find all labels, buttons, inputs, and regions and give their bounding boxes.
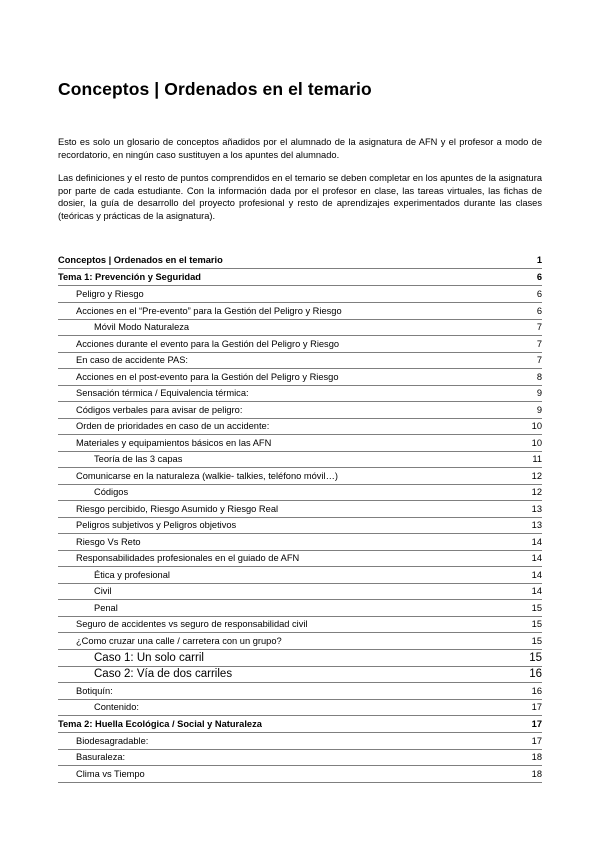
toc-entry[interactable]: Comunicarse en la naturaleza (walkie- talkies, teléfono móvil…) 12	[58, 468, 542, 485]
toc-entry[interactable]: Tema 2: Huella Ecológica / Social y Naturaleza 17	[58, 716, 542, 733]
toc-entry[interactable]: Peligro y Riesgo 6	[58, 286, 542, 303]
intro-paragraph: Esto es solo un glosario de conceptos añadidos por el alumnado de la asignatura de AFN y el profesor a modo de recordatorio, en ningún caso sustituyen a los apuntes del alumnado.	[58, 137, 542, 160]
toc-entry[interactable]: Basuraleza: 18	[58, 749, 542, 766]
toc-entry[interactable]: Biodesagradable: 17	[58, 733, 542, 750]
toc-entry[interactable]: Orden de prioridades en caso de un accidente: 10	[58, 418, 542, 435]
toc-entry[interactable]: En caso de accidente PAS: 7	[58, 352, 542, 369]
toc-entry[interactable]: Caso 2: Vía de dos carriles 16	[58, 666, 542, 683]
toc-entry[interactable]: Riesgo Vs Reto 14	[58, 534, 542, 551]
page-title: Conceptos | Ordenados en el temario	[58, 79, 372, 99]
toc-entry[interactable]: Riesgo percibido, Riesgo Asumido y Riesgo Real 13	[58, 501, 542, 518]
toc-entry[interactable]: Códigos verbales para avisar de peligro: 9	[58, 402, 542, 419]
toc-entry[interactable]: Clima vs Tiempo 18	[58, 766, 542, 783]
toc-entry[interactable]: Peligros subjetivos y Peligros objetivos 13	[58, 517, 542, 534]
toc-entry[interactable]: Caso 1: Un solo carril 15	[58, 650, 542, 667]
toc-entry[interactable]: Sensación térmica / Equivalencia térmica: 9	[58, 385, 542, 402]
toc-entry[interactable]: Botiquín: 16	[58, 683, 542, 700]
toc-entry[interactable]: Penal 15	[58, 600, 542, 617]
toc-entry[interactable]: Contenido: 17	[58, 699, 542, 716]
toc-entry[interactable]: Teoría de las 3 capas 11	[58, 451, 542, 468]
toc-entry[interactable]: Seguro de accidentes vs seguro de responsabilidad civil 15	[58, 616, 542, 633]
toc-entry[interactable]: Ética y profesional 14	[58, 567, 542, 584]
toc-entry[interactable]: Acciones en el “Pre-evento” para la Gestión del Peligro y Riesgo 6	[58, 303, 542, 320]
toc-entry[interactable]: Acciones en el post-evento para la Gestión del Peligro y Riesgo 8	[58, 369, 542, 386]
toc-entry[interactable]: Códigos 12	[58, 484, 542, 501]
toc-entry[interactable]: ¿Como cruzar una calle / carretera con un grupo? 15	[58, 633, 542, 650]
toc-entry[interactable]: Conceptos | Ordenados en el temario 1	[58, 252, 542, 269]
instructions-paragraph: Las definiciones y el resto de puntos comprendidos en el temario se deben completar en los apuntes de la asignatura por parte de cada estudiante. Con la información dada por el profesor en clase, las tareas virtuales, las fichas de dosier, la guía de desarrollo del proyecto profesional y resto de aprendizajes experimentados durante las clases (teóricas y prácticas de la asignatura).	[58, 173, 542, 221]
toc-entry[interactable]: Tema 1: Prevención y Seguridad 6	[58, 269, 542, 286]
toc-entry[interactable]: Móvil Modo Naturaleza 7	[58, 319, 542, 336]
toc-entry[interactable]: Materiales y equipamientos básicos en las AFN 10	[58, 435, 542, 452]
toc-entry[interactable]: Acciones durante el evento para la Gestión del Peligro y Riesgo 7	[58, 336, 542, 353]
toc-entry[interactable]: Responsabilidades profesionales en el guiado de AFN 14	[58, 550, 542, 567]
toc-entry[interactable]: Civil 14	[58, 583, 542, 600]
